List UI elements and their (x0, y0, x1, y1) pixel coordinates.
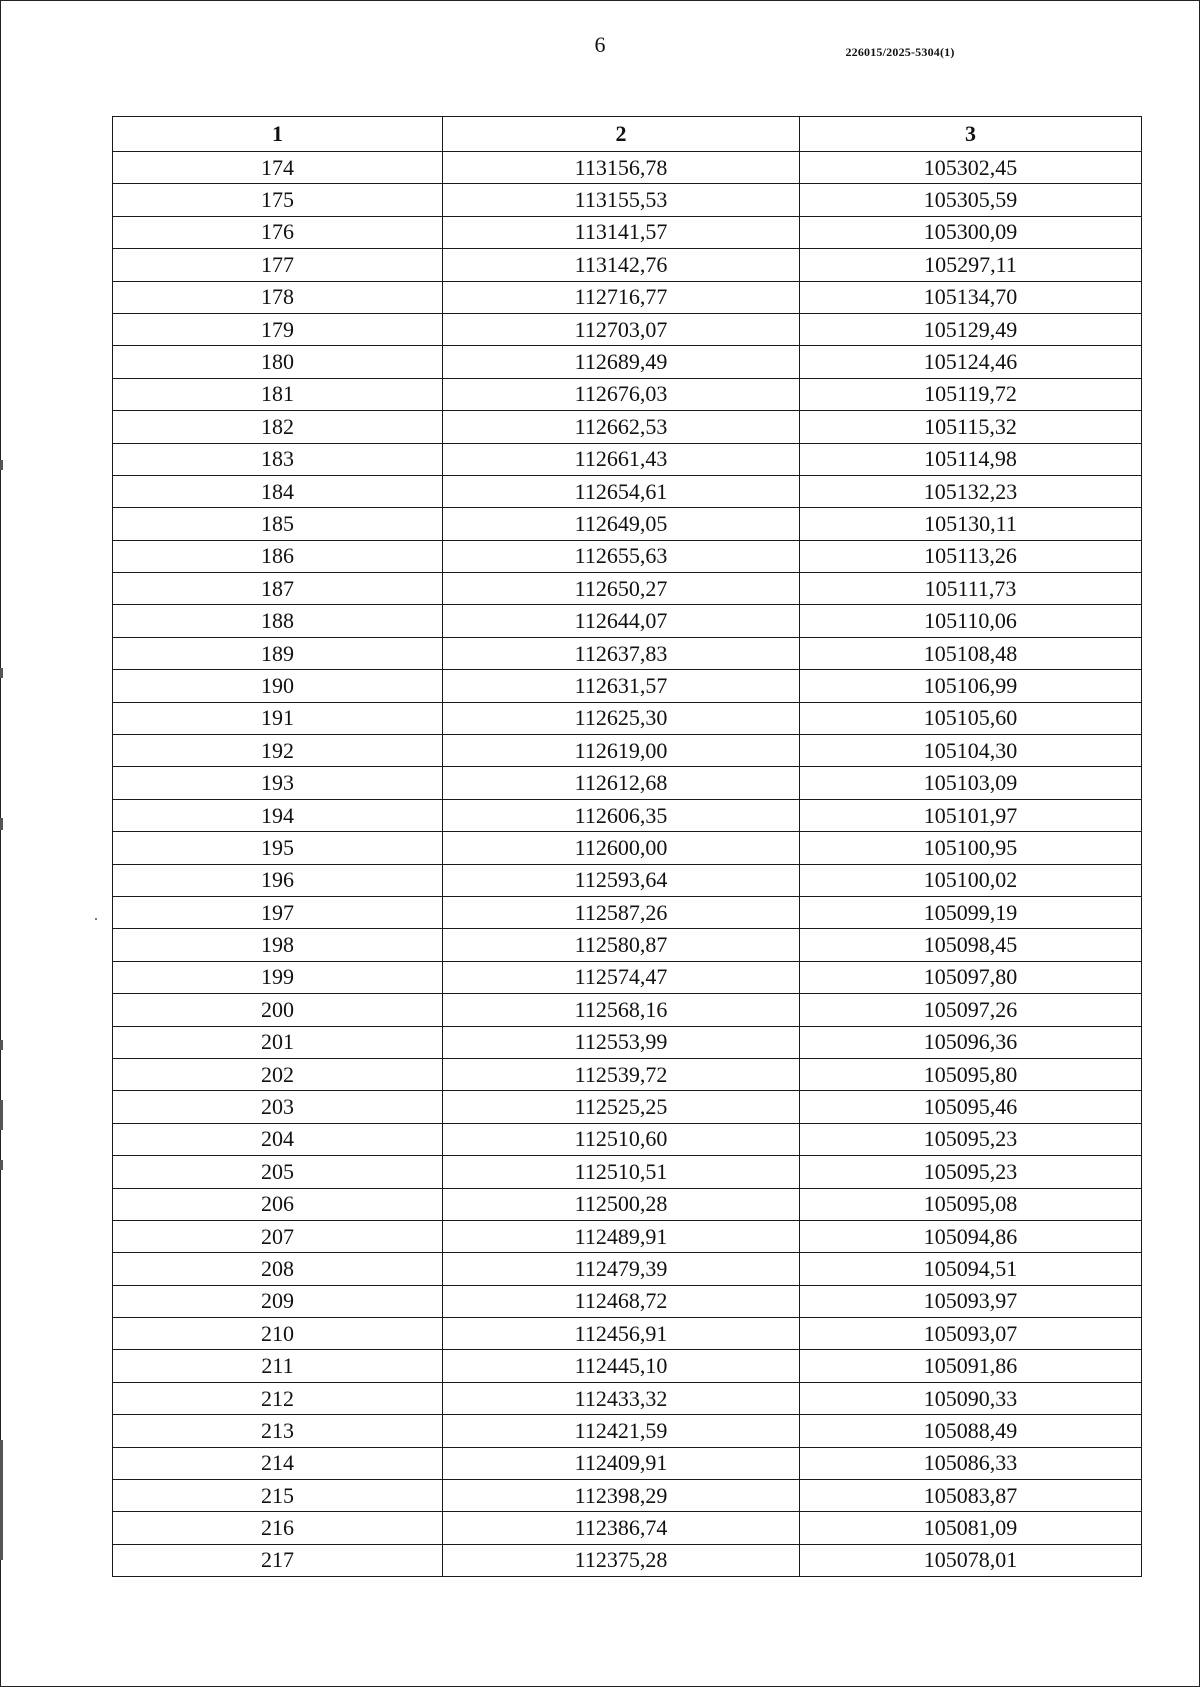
coordinate-y-cell: 105098,45 (800, 929, 1142, 961)
table-row (113, 1544, 1142, 1576)
table-row (113, 1350, 1142, 1382)
coordinate-y-cell: 105302,45 (800, 152, 1142, 184)
coordinate-y-cell: 105305,59 (800, 184, 1142, 216)
table-row (113, 313, 1142, 345)
coordinate-x-cell: 112574,47 (443, 961, 800, 993)
point-number-cell: 195 (113, 832, 443, 864)
coordinate-y-cell: 105108,48 (800, 637, 1142, 669)
point-number-cell: 209 (113, 1285, 443, 1317)
coordinate-x-cell: 112662,53 (443, 411, 800, 443)
table-row (113, 508, 1142, 540)
table-row (113, 1382, 1142, 1414)
table-row (113, 540, 1142, 572)
table-row (113, 605, 1142, 637)
point-number-cell: 176 (113, 216, 443, 248)
point-number-cell: 185 (113, 508, 443, 540)
table-row (113, 864, 1142, 896)
point-number-cell: 182 (113, 411, 443, 443)
coordinate-x-cell: 112631,57 (443, 670, 800, 702)
coordinate-x-cell: 112654,61 (443, 475, 800, 507)
coordinate-x-cell: 112625,30 (443, 702, 800, 734)
coordinate-y-cell: 105095,46 (800, 1091, 1142, 1123)
table-row (113, 670, 1142, 702)
table-row (113, 1091, 1142, 1123)
column-header-3: 3 (800, 117, 1142, 152)
point-number-cell: 187 (113, 573, 443, 605)
table-row (113, 1026, 1142, 1058)
point-number-cell: 210 (113, 1318, 443, 1350)
page-number: 6 (594, 32, 606, 57)
table-row (113, 1447, 1142, 1479)
coordinate-x-cell: 112433,32 (443, 1382, 800, 1414)
coordinate-x-cell: 112606,35 (443, 799, 800, 831)
coordinate-x-cell: 112500,28 (443, 1188, 800, 1220)
coordinate-x-cell: 112649,05 (443, 508, 800, 540)
coordinate-x-cell: 112676,03 (443, 378, 800, 410)
coordinate-y-cell: 105297,11 (800, 249, 1142, 281)
table-row (113, 799, 1142, 831)
point-number-cell: 181 (113, 378, 443, 410)
coordinate-x-cell: 112409,91 (443, 1447, 800, 1479)
point-number-cell: 213 (113, 1415, 443, 1447)
coordinate-x-cell: 112593,64 (443, 864, 800, 896)
coordinate-y-cell: 105095,80 (800, 1058, 1142, 1090)
coordinate-x-cell: 112456,91 (443, 1318, 800, 1350)
point-number-cell: 179 (113, 313, 443, 345)
coordinate-y-cell: 105134,70 (800, 281, 1142, 313)
table-row (113, 1123, 1142, 1155)
coordinate-x-cell: 112637,83 (443, 637, 800, 669)
point-number-cell: 194 (113, 799, 443, 831)
coordinate-x-cell: 112421,59 (443, 1415, 800, 1447)
coordinate-y-cell: 105097,26 (800, 994, 1142, 1026)
point-number-cell: 205 (113, 1156, 443, 1188)
point-number-cell: 204 (113, 1123, 443, 1155)
coordinate-x-cell: 112525,25 (443, 1091, 800, 1123)
coordinate-x-cell: 112375,28 (443, 1544, 800, 1576)
point-number-cell: 215 (113, 1480, 443, 1512)
coordinate-y-cell: 105115,32 (800, 411, 1142, 443)
point-number-cell: 180 (113, 346, 443, 378)
point-number-cell: 174 (113, 152, 443, 184)
coordinate-y-cell: 105086,33 (800, 1447, 1142, 1479)
point-number-cell: 190 (113, 670, 443, 702)
table-row (113, 378, 1142, 410)
coordinates-table (112, 116, 1142, 1577)
point-number-cell: 191 (113, 702, 443, 734)
coordinate-x-cell: 112398,29 (443, 1480, 800, 1512)
coordinate-y-cell: 105104,30 (800, 735, 1142, 767)
coordinate-y-cell: 105114,98 (800, 443, 1142, 475)
coordinates-table-container (112, 116, 1141, 1577)
coordinate-y-cell: 105093,07 (800, 1318, 1142, 1350)
coordinate-x-cell: 112619,00 (443, 735, 800, 767)
coordinate-x-cell: 112510,60 (443, 1123, 800, 1155)
header-row (113, 117, 1142, 152)
coordinate-x-cell: 112703,07 (443, 313, 800, 345)
table-row (113, 1415, 1142, 1447)
coordinate-y-cell: 105130,11 (800, 508, 1142, 540)
table-row (113, 767, 1142, 799)
table-row (113, 929, 1142, 961)
coordinate-x-cell: 113156,78 (443, 152, 800, 184)
table-row (113, 735, 1142, 767)
point-number-cell: 211 (113, 1350, 443, 1382)
coordinate-x-cell: 112386,74 (443, 1512, 800, 1544)
coordinate-y-cell: 105090,33 (800, 1382, 1142, 1414)
document-reference: 226015/2025-5304(1) (845, 45, 955, 59)
coordinate-x-cell: 112612,68 (443, 767, 800, 799)
column-header-2: 2 (443, 117, 800, 152)
table-row (113, 1188, 1142, 1220)
coordinate-y-cell: 105132,23 (800, 475, 1142, 507)
table-row (113, 152, 1142, 184)
point-number-cell: 183 (113, 443, 443, 475)
coordinate-y-cell: 105300,09 (800, 216, 1142, 248)
point-number-cell: 216 (113, 1512, 443, 1544)
coordinate-y-cell: 105097,80 (800, 961, 1142, 993)
point-number-cell: 200 (113, 994, 443, 1026)
coordinate-x-cell: 112510,51 (443, 1156, 800, 1188)
table-row (113, 1253, 1142, 1285)
point-number-cell: 206 (113, 1188, 443, 1220)
point-number-cell: 186 (113, 540, 443, 572)
point-number-cell: 178 (113, 281, 443, 313)
coordinate-x-cell: 112468,72 (443, 1285, 800, 1317)
coordinate-x-cell: 112568,16 (443, 994, 800, 1026)
point-number-cell: 208 (113, 1253, 443, 1285)
point-number-cell: 199 (113, 961, 443, 993)
point-number-cell: 198 (113, 929, 443, 961)
table-row (113, 994, 1142, 1026)
scan-speck (95, 918, 97, 920)
table-row (113, 1058, 1142, 1090)
coordinate-x-cell: 112580,87 (443, 929, 800, 961)
coordinate-y-cell: 105078,01 (800, 1544, 1142, 1576)
table-row (113, 1318, 1142, 1350)
coordinate-y-cell: 105091,86 (800, 1350, 1142, 1382)
table-row (113, 184, 1142, 216)
coordinate-y-cell: 105099,19 (800, 896, 1142, 928)
point-number-cell: 193 (113, 767, 443, 799)
coordinate-y-cell: 105110,06 (800, 605, 1142, 637)
coordinate-x-cell: 112587,26 (443, 896, 800, 928)
point-number-cell: 189 (113, 637, 443, 669)
point-number-cell: 197 (113, 896, 443, 928)
coordinate-y-cell: 105083,87 (800, 1480, 1142, 1512)
coordinate-y-cell: 105094,51 (800, 1253, 1142, 1285)
coordinate-y-cell: 105106,99 (800, 670, 1142, 702)
coordinate-x-cell: 112716,77 (443, 281, 800, 313)
coordinate-y-cell: 105105,60 (800, 702, 1142, 734)
coordinate-y-cell: 105103,09 (800, 767, 1142, 799)
table-row (113, 896, 1142, 928)
table-row (113, 1156, 1142, 1188)
coordinate-y-cell: 105100,95 (800, 832, 1142, 864)
coordinate-x-cell: 112539,72 (443, 1058, 800, 1090)
coordinate-y-cell: 105113,26 (800, 540, 1142, 572)
coordinate-y-cell: 105094,86 (800, 1220, 1142, 1252)
coordinate-y-cell: 105101,97 (800, 799, 1142, 831)
table-row (113, 1512, 1142, 1544)
coordinate-x-cell: 113141,57 (443, 216, 800, 248)
table-header (113, 117, 1142, 152)
point-number-cell: 203 (113, 1091, 443, 1123)
coordinate-x-cell: 112655,63 (443, 540, 800, 572)
coordinate-x-cell: 112553,99 (443, 1026, 800, 1058)
point-number-cell: 177 (113, 249, 443, 281)
coordinate-x-cell: 113142,76 (443, 249, 800, 281)
coordinate-y-cell: 105093,97 (800, 1285, 1142, 1317)
coordinate-y-cell: 105095,08 (800, 1188, 1142, 1220)
table-row (113, 961, 1142, 993)
coordinate-y-cell: 105081,09 (800, 1512, 1142, 1544)
point-number-cell: 207 (113, 1220, 443, 1252)
coordinate-y-cell: 105111,73 (800, 573, 1142, 605)
scan-edge-marks (0, 0, 4, 1687)
point-number-cell: 196 (113, 864, 443, 896)
coordinate-x-cell: 112445,10 (443, 1350, 800, 1382)
table-row (113, 443, 1142, 475)
coordinate-x-cell: 113155,53 (443, 184, 800, 216)
point-number-cell: 188 (113, 605, 443, 637)
table-row (113, 346, 1142, 378)
point-number-cell: 192 (113, 735, 443, 767)
coordinate-x-cell: 112689,49 (443, 346, 800, 378)
table-row (113, 1480, 1142, 1512)
table-row (113, 411, 1142, 443)
point-number-cell: 214 (113, 1447, 443, 1479)
coordinate-x-cell: 112650,27 (443, 573, 800, 605)
coordinate-x-cell: 112600,00 (443, 832, 800, 864)
column-header-1: 1 (113, 117, 443, 152)
coordinate-x-cell: 112489,91 (443, 1220, 800, 1252)
table-row (113, 573, 1142, 605)
coordinate-y-cell: 105129,49 (800, 313, 1142, 345)
coordinate-x-cell: 112479,39 (443, 1253, 800, 1285)
table-row (113, 475, 1142, 507)
point-number-cell: 202 (113, 1058, 443, 1090)
table-row (113, 1220, 1142, 1252)
coordinate-x-cell: 112661,43 (443, 443, 800, 475)
coordinate-y-cell: 105096,36 (800, 1026, 1142, 1058)
coordinate-y-cell: 105095,23 (800, 1123, 1142, 1155)
point-number-cell: 212 (113, 1382, 443, 1414)
coordinate-y-cell: 105095,23 (800, 1156, 1142, 1188)
coordinate-y-cell: 105088,49 (800, 1415, 1142, 1447)
coordinate-y-cell: 105124,46 (800, 346, 1142, 378)
table-row (113, 216, 1142, 248)
table-row (113, 249, 1142, 281)
point-number-cell: 184 (113, 475, 443, 507)
table-row (113, 1285, 1142, 1317)
point-number-cell: 175 (113, 184, 443, 216)
point-number-cell: 201 (113, 1026, 443, 1058)
coordinate-x-cell: 112644,07 (443, 605, 800, 637)
table-row (113, 832, 1142, 864)
point-number-cell: 217 (113, 1544, 443, 1576)
coordinate-y-cell: 105100,02 (800, 864, 1142, 896)
table-body (113, 152, 1142, 1577)
table-row (113, 637, 1142, 669)
table-row (113, 702, 1142, 734)
coordinate-y-cell: 105119,72 (800, 378, 1142, 410)
table-row (113, 281, 1142, 313)
